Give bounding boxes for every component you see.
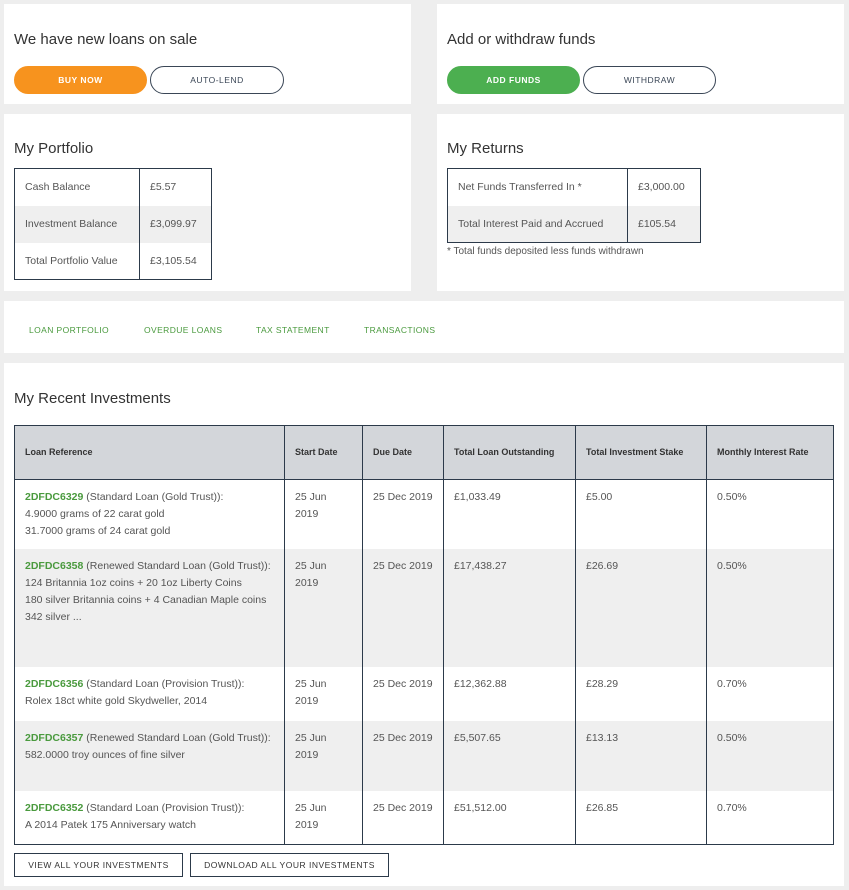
loan-reference-link[interactable]: 2DFDC6357 (25, 731, 84, 744)
due-date: 25 Dec 2019 (363, 791, 444, 845)
loan-description: Rolex 18ct white gold Skydweller, 2014 (25, 694, 208, 707)
portfolio-value: £3,105.54 (150, 254, 197, 267)
loan-outstanding: £17,438.27 (444, 549, 576, 667)
portfolio-row (15, 169, 212, 206)
tab-overdue-loans[interactable]: OVERDUE LOANS (144, 325, 223, 335)
returns-footnote: * Total funds deposited less funds withdrawn (447, 246, 644, 257)
returns-value: £105.54 (628, 206, 701, 243)
loan-type: (Standard Loan (Provision Trust)): (83, 677, 245, 690)
portfolio-table (14, 168, 212, 280)
portfolio-label: Total Portfolio Value (15, 243, 140, 280)
portfolio-value: £5.57 (150, 181, 177, 194)
investments-table (14, 425, 834, 845)
investments-header-row (15, 426, 834, 480)
investment-stake: £26.69 (576, 549, 707, 667)
loan-description: 342 silver ... (25, 610, 82, 623)
loan-type: (Renewed Standard Loan (Gold Trust)): (83, 731, 271, 744)
interest-rate: 0.50% (717, 491, 747, 503)
interest-rate: 0.50% (707, 721, 834, 791)
loan-description: 31.7000 grams of 24 carat gold (25, 525, 171, 537)
start-date: 25 Jun 2019 (285, 549, 363, 667)
returns-row (448, 169, 701, 206)
due-date: 25 Dec 2019 (363, 721, 444, 791)
portfolio-row (15, 243, 212, 280)
start-date: 25 Jun 2019 (285, 791, 363, 845)
loan-reference-cell (15, 721, 285, 791)
interest-rate: 0.70% (717, 677, 747, 690)
returns-label: Net Funds Transferred In * (448, 169, 628, 206)
buy-now-button[interactable]: BUY NOW (14, 66, 147, 94)
due-date: 25 Dec 2019 (363, 549, 444, 667)
returns-table (447, 168, 701, 243)
loan-description: 582.0000 troy ounces of fine silver (25, 748, 185, 761)
download-all-investments-button[interactable]: DOWNLOAD ALL YOUR INVESTMENTS (190, 853, 389, 877)
tab-tax-statement[interactable]: TAX STATEMENT (256, 325, 330, 335)
new-loans-title: We have new loans on sale (14, 31, 198, 48)
loan-reference-link[interactable]: 2DFDC6352 (25, 801, 84, 814)
portfolio-label: Cash Balance (15, 169, 140, 206)
investment-stake: £13.13 (576, 721, 707, 791)
tab-loan-portfolio[interactable]: LOAN PORTFOLIO (29, 325, 110, 335)
loan-reference-cell (15, 549, 285, 667)
funds-panel (437, 4, 844, 104)
column-header: Start Date (285, 426, 363, 480)
loan-reference-cell (15, 667, 285, 721)
portfolio-tabs (4, 301, 844, 353)
column-header: Monthly Interest Rate (707, 426, 834, 480)
start-date: 25 Jun 2019 (285, 667, 363, 721)
loan-reference-link[interactable]: 2DFDC6329 (25, 491, 84, 503)
recent-investments-panel (4, 363, 844, 886)
recent-investments-title: My Recent Investments (14, 390, 171, 407)
add-funds-button[interactable]: ADD FUNDS (447, 66, 580, 94)
auto-lend-button[interactable]: AUTO-LEND (150, 66, 284, 94)
returns-label: Total Interest Paid and Accrued (448, 206, 628, 243)
loan-outstanding: £1,033.49 (444, 480, 576, 549)
loan-reference-link[interactable]: 2DFDC6358 (25, 559, 84, 572)
loan-type: (Standard Loan (Provision Trust)): (83, 801, 245, 814)
portfolio-value: £3,099.97 (140, 206, 212, 243)
withdraw-button[interactable]: WITHDRAW (583, 66, 716, 94)
portfolio-panel (4, 114, 411, 291)
loan-outstanding: £12,362.88 (444, 667, 576, 721)
column-header: Due Date (363, 426, 444, 480)
investment-row (15, 480, 834, 549)
loan-reference-link[interactable]: 2DFDC6356 (25, 677, 84, 690)
new-loans-panel (4, 4, 411, 104)
loan-description: 124 Britannia 1oz coins + 20 1oz Liberty Coins (25, 576, 242, 589)
investment-row (15, 549, 834, 667)
interest-rate: 0.70% (717, 801, 747, 814)
loan-type: (Standard Loan (Gold Trust)): (83, 491, 224, 503)
start-date: 25 Jun 2019 (285, 480, 363, 549)
returns-title: My Returns (447, 140, 524, 157)
investment-stake: £28.29 (576, 667, 707, 721)
investment-row (15, 721, 834, 791)
investment-row (15, 791, 834, 845)
loan-outstanding: £51,512.00 (444, 791, 576, 845)
investment-stake: £5.00 (576, 480, 707, 549)
loan-reference-cell (15, 791, 285, 845)
funds-title: Add or withdraw funds (447, 31, 596, 48)
portfolio-row (15, 206, 212, 243)
column-header: Total Loan Outstanding (444, 426, 576, 480)
returns-row (448, 206, 701, 243)
loan-description: 4.9000 grams of 22 carat gold (25, 508, 165, 520)
portfolio-label: Investment Balance (15, 206, 140, 243)
investment-stake: £26.85 (576, 791, 707, 845)
start-date: 25 Jun 2019 (285, 721, 363, 791)
loan-description: 180 silver Britannia coins + 4 Canadian Maple coins (25, 593, 267, 606)
loan-description: A 2014 Patek 175 Anniversary watch (25, 818, 197, 831)
loan-type: (Renewed Standard Loan (Gold Trust)): (83, 559, 271, 572)
investment-row (15, 667, 834, 721)
column-header: Loan Reference (15, 426, 285, 480)
tab-transactions[interactable]: TRANSACTIONS (364, 325, 436, 335)
returns-value: £3,000.00 (638, 181, 685, 194)
portfolio-title: My Portfolio (14, 140, 94, 157)
view-all-investments-button[interactable]: VIEW ALL YOUR INVESTMENTS (14, 853, 183, 877)
returns-panel (437, 114, 844, 291)
interest-rate: 0.50% (707, 549, 834, 667)
due-date: 25 Dec 2019 (363, 480, 444, 549)
loan-reference-cell (15, 480, 285, 549)
due-date: 25 Dec 2019 (363, 667, 444, 721)
loan-outstanding: £5,507.65 (444, 721, 576, 791)
column-header: Total Investment Stake (576, 426, 707, 480)
